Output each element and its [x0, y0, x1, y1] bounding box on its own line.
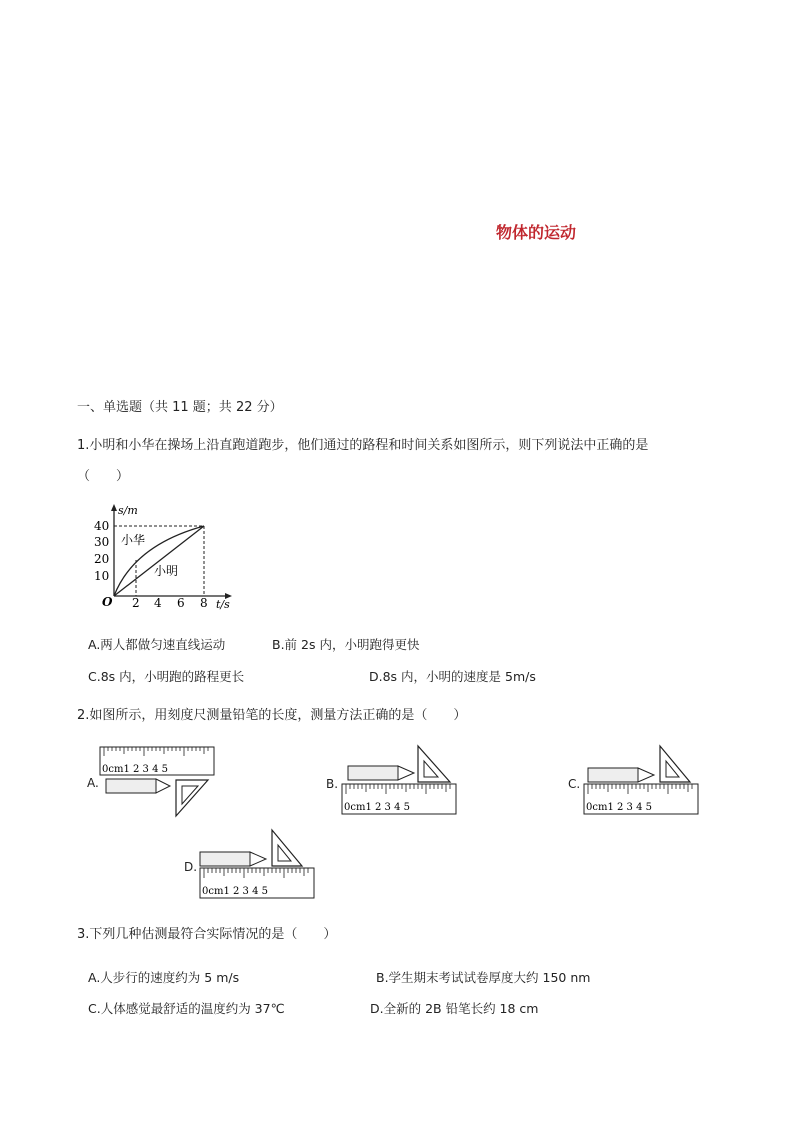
pencil-body: [106, 779, 156, 793]
figure-a-label: A.: [87, 776, 99, 790]
figure-a: [98, 744, 223, 820]
triangle-inner: [666, 761, 679, 777]
figure-d-label: D.: [184, 860, 198, 874]
x-tick-label: 4: [154, 596, 162, 610]
ruler-scale-label: 0cm1 2 3 4 5: [102, 764, 168, 775]
question-1-graph: [88, 500, 248, 615]
figure-c: [580, 742, 702, 818]
triangle-square: [176, 780, 208, 816]
x-tick-label: 8: [200, 596, 208, 610]
triangle-inner: [278, 845, 291, 861]
question-3-stem: 3.下列几种估测最符合实际情况的是（ ）: [77, 927, 337, 942]
pencil-body: [348, 766, 398, 780]
triangle-inner: [424, 761, 438, 777]
pencil-tip: [250, 852, 266, 866]
question-3-option-d: D.全新的 2B 铅笔长约 18 cm: [370, 1001, 539, 1016]
ruler-scale-label: 0cm1 2 3 4 5: [202, 886, 268, 897]
y-axis-label: s/m: [118, 504, 138, 517]
pencil-tip: [156, 779, 170, 793]
ruler-scale-label: 0cm1 2 3 4 5: [586, 802, 652, 813]
question-1-option-b: B.前 2s 内，小明跑得更快: [272, 637, 420, 652]
y-axis-arrow-icon: [111, 504, 117, 511]
ruler-scale-label: 0cm1 2 3 4 5: [344, 802, 410, 813]
question-1-stem: 1.小明和小华在操场上沿直跑道跑步，他们通过的路程和时间关系如图所示，则下列说法中正确的是: [77, 438, 649, 453]
question-3-option-b: B.学生期末考试试卷厚度大约 150 nm: [376, 970, 591, 985]
figure-d: [196, 826, 318, 902]
origin-label: O: [102, 595, 113, 609]
section-heading: 一、单选题（共 11 题；共 22 分）: [77, 400, 283, 415]
question-1-option-a: A.两人都做匀速直线运动: [88, 637, 226, 652]
question-3-option-a: A.人步行的速度约为 5 m/s: [88, 970, 240, 985]
x-axis-label: t/s: [216, 598, 230, 611]
xiaohua-label: 小华: [121, 533, 146, 547]
question-2-stem: 2.如图所示，用刻度尺测量铅笔的长度，测量方法正确的是（ ）: [77, 708, 467, 723]
question-1-option-d: D.8s 内，小明的速度是 5m/s: [369, 669, 536, 684]
y-tick-label: 40: [94, 519, 110, 533]
pencil-tip: [638, 768, 654, 782]
question-1-brackets: （ ）: [77, 469, 130, 484]
xiaoming-label: 小明: [154, 564, 179, 578]
figure-b-label: B.: [326, 777, 339, 791]
x-tick-label: 2: [132, 596, 140, 610]
pencil-body: [200, 852, 250, 866]
triangle-inner: [182, 786, 198, 804]
question-3-option-c: C.人体感觉最舒适的温度约为 37℃: [88, 1001, 285, 1016]
figure-b: [338, 744, 460, 818]
y-tick-label: 30: [94, 535, 110, 549]
pencil-tip: [398, 766, 414, 780]
figure-c-label: C.: [568, 777, 581, 791]
question-1-option-c: C.8s 内，小明跑的路程更长: [88, 669, 245, 684]
pencil-body: [588, 768, 638, 782]
y-tick-label: 20: [94, 552, 110, 566]
x-tick-label: 6: [177, 596, 185, 610]
document-title: 物体的运动: [496, 223, 577, 242]
y-tick-label: 10: [94, 569, 110, 583]
